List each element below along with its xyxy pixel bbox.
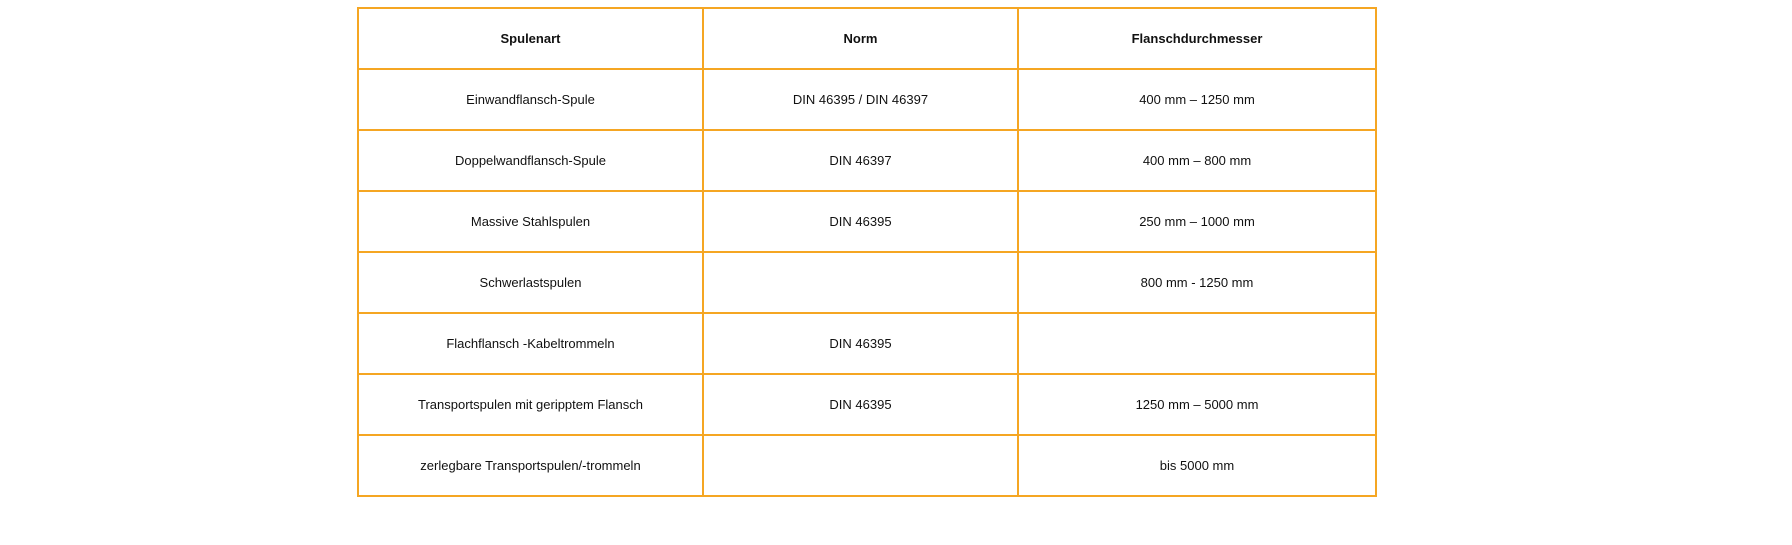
cell-spulenart: Einwandflansch-Spule xyxy=(358,69,703,130)
table-row xyxy=(358,435,1376,496)
table-row xyxy=(358,130,1376,191)
table-row xyxy=(358,313,1376,374)
cell-norm: DIN 46395 xyxy=(703,191,1018,252)
cell-norm: DIN 46395 xyxy=(703,313,1018,374)
table-header xyxy=(358,8,1376,69)
cell-spulenart: Massive Stahlspulen xyxy=(358,191,703,252)
cell-flanschdurchmesser xyxy=(1018,313,1376,374)
cell-norm xyxy=(703,252,1018,313)
table-row xyxy=(358,374,1376,435)
cell-spulenart: Schwerlastspulen xyxy=(358,252,703,313)
table-row xyxy=(358,69,1376,130)
cell-flanschdurchmesser: 400 mm – 800 mm xyxy=(1018,130,1376,191)
cell-spulenart: Doppelwandflansch-Spule xyxy=(358,130,703,191)
cell-spulenart: Transportspulen mit geripptem Flansch xyxy=(358,374,703,435)
table-row xyxy=(358,252,1376,313)
cell-spulenart: Flachflansch -Kabeltrommeln xyxy=(358,313,703,374)
cell-spulenart: zerlegbare Transportspulen/-trommeln xyxy=(358,435,703,496)
header-spulenart: Spulenart xyxy=(358,8,703,69)
table-header-row xyxy=(358,8,1376,69)
cell-norm: DIN 46395 xyxy=(703,374,1018,435)
cell-flanschdurchmesser: 1250 mm – 5000 mm xyxy=(1018,374,1376,435)
cell-flanschdurchmesser: 250 mm – 1000 mm xyxy=(1018,191,1376,252)
cell-flanschdurchmesser: 400 mm – 1250 mm xyxy=(1018,69,1376,130)
header-norm: Norm xyxy=(703,8,1018,69)
table-row xyxy=(358,191,1376,252)
table-body xyxy=(358,69,1376,496)
cell-flanschdurchmesser: bis 5000 mm xyxy=(1018,435,1376,496)
header-flanschdurchmesser: Flanschdurchmesser xyxy=(1018,8,1376,69)
coil-spec-table xyxy=(357,7,1377,497)
cell-norm: DIN 46395 / DIN 46397 xyxy=(703,69,1018,130)
cell-norm xyxy=(703,435,1018,496)
cell-norm: DIN 46397 xyxy=(703,130,1018,191)
cell-flanschdurchmesser: 800 mm - 1250 mm xyxy=(1018,252,1376,313)
